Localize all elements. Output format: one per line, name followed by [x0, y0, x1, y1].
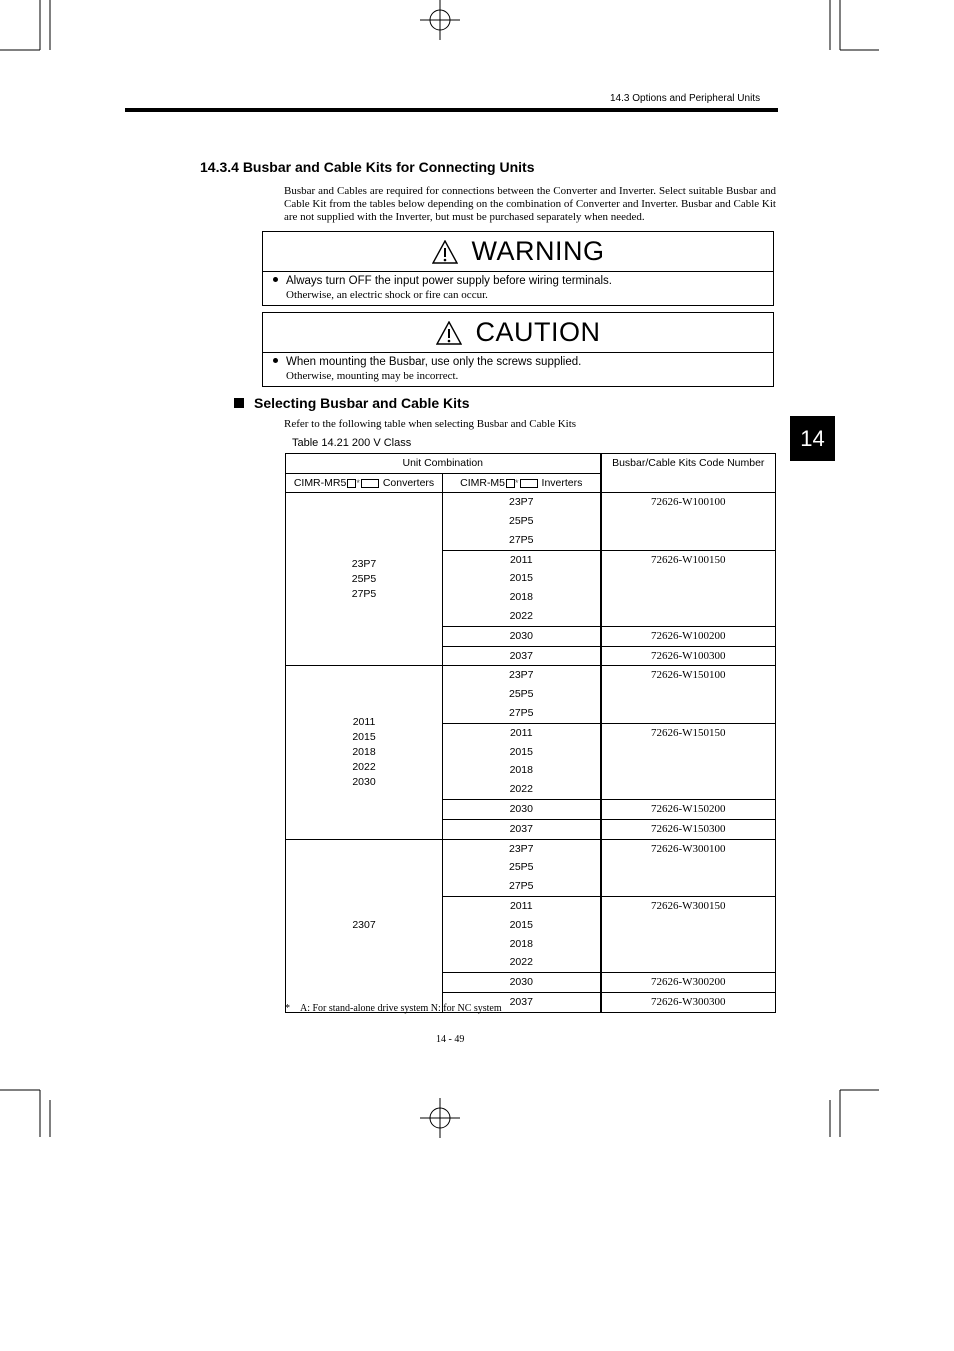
registration-mark-top: [420, 0, 460, 40]
header-inverters: CIMR-M5 * Inverters: [443, 474, 601, 493]
table-row: [286, 839, 776, 896]
inverter-cell: [443, 819, 601, 839]
converter-cell: 23P7 25P5 27P5: [286, 493, 443, 666]
inverter-model: 2022: [509, 610, 533, 622]
kit-code-cell: 72626-W150300: [601, 819, 776, 839]
caution-header: [263, 313, 773, 353]
bullet-icon: [273, 358, 278, 363]
caution-title: CAUTION: [475, 317, 601, 347]
inverter-cell: [443, 723, 601, 799]
kit-code-cell: 72626-W300100: [601, 839, 776, 896]
chapter-tab: 14: [790, 416, 835, 461]
placeholder-box-icon: [506, 479, 515, 488]
square-bullet-icon: [234, 398, 244, 408]
inverter-model: 2018: [509, 937, 533, 950]
inverter-model: 25P5: [508, 861, 534, 874]
kit-code-cell: 72626-W100200: [601, 626, 776, 646]
inverter-model: 23P7: [508, 669, 534, 682]
inverter-model: 2015: [509, 572, 533, 585]
inverter-model: 27P5: [508, 706, 534, 719]
inverter-model: 25P5: [508, 688, 534, 701]
inverter-cell: [443, 896, 601, 972]
inverter-cell: [443, 973, 601, 993]
busbar-kit-table: [285, 453, 776, 1013]
inverter-cell: [443, 839, 601, 896]
inverter-cell: [443, 646, 601, 666]
inverter-model: 25P5: [508, 515, 534, 528]
kit-code-cell: 72626-W150200: [601, 799, 776, 819]
crop-mark-bottom-left: [0, 1085, 60, 1145]
inverter-model: 2011: [509, 726, 533, 739]
crop-mark-top-left: [0, 0, 60, 60]
kit-code-cell: 72626-W300150: [601, 896, 776, 972]
inverter-model: 27P5: [508, 533, 534, 546]
running-header: 14.3 Options and Peripheral Units: [610, 93, 761, 104]
inverter-model: 2011: [509, 553, 533, 566]
inverter-cell: [443, 493, 601, 550]
crop-mark-bottom-right: [825, 1085, 885, 1145]
kit-code-cell: 72626-W100100: [601, 493, 776, 550]
inverter-model: 2018: [509, 591, 533, 604]
inverter-model: 2011: [509, 899, 533, 912]
page-number: 14 - 49: [436, 1034, 465, 1045]
inverter-model: 2030: [509, 802, 533, 815]
inverter-cell: [443, 550, 601, 626]
inverter-model: 27P5: [508, 880, 534, 893]
intro-paragraph: Busbar and Cables are required for connections between the Converter and Inverter. Select suitable Busbar and Cable Kit from the tables below depending on the combination of Converter and Inverter. Busbar and Cable Kit are not supplied with the Inverter, but must be purchased separately when needed.: [284, 185, 776, 223]
table-caption: Table 14.21 200 V Class: [292, 437, 412, 449]
inverter-model: 23P7: [508, 496, 534, 509]
section-title: 14.3.4 Busbar and Cable Kits for Connecting Units: [200, 159, 535, 175]
warning-triangle-icon: [432, 240, 458, 264]
footnote: * A: For stand-alone drive system N: for NC system: [285, 1003, 502, 1014]
warning-title: WARNING: [471, 236, 605, 266]
inverter-model: 2022: [509, 783, 533, 796]
bullet-icon: [273, 277, 278, 282]
header-converters: CIMR-MR5 * Converters: [286, 474, 443, 493]
warning-bullet: Always turn OFF the input power supply before wiring terminals.: [273, 274, 773, 288]
inverter-model: 2015: [509, 918, 533, 931]
inverter-cell: [443, 799, 601, 819]
caution-detail: Otherwise, mounting may be incorrect.: [286, 370, 459, 382]
warning-detail: Otherwise, an electric shock or fire can occur.: [286, 289, 488, 301]
inverter-model: 23P7: [508, 842, 534, 855]
inverter-model: 2037: [509, 995, 533, 1008]
inverter-model: 2037: [509, 649, 533, 662]
inverter-model: 2037: [509, 822, 533, 835]
kit-code-cell: 72626-W100150: [601, 550, 776, 626]
table-row: [286, 666, 776, 723]
kit-code-cell: 72626-W150150: [601, 723, 776, 799]
inverter-cell: [443, 666, 601, 723]
table-row: [286, 493, 776, 550]
inverter-model: 2030: [509, 976, 533, 989]
kit-code-cell: 72626-W300200: [601, 973, 776, 993]
converter-cell: 2307: [286, 839, 443, 1012]
inverter-model: 2030: [509, 629, 533, 642]
inverter-cell: [443, 626, 601, 646]
selecting-heading: Selecting Busbar and Cable Kits: [234, 395, 470, 411]
header-unit-combination: Unit Combination: [286, 454, 601, 474]
registration-mark-bottom: [420, 1098, 460, 1138]
crop-mark-top-right: [825, 0, 885, 60]
placeholder-box-icon: [361, 479, 379, 488]
refer-text: Refer to the following table when selecting Busbar and Cable Kits: [284, 418, 577, 430]
table-body: [286, 493, 776, 1013]
converter-cell: 2011 2015 2018 2022 2030: [286, 666, 443, 839]
inverter-model: 2018: [509, 764, 533, 777]
kit-code-cell: 72626-W150100: [601, 666, 776, 723]
inverter-model: 2015: [509, 745, 533, 758]
warning-box: [262, 231, 774, 306]
header-rule: [125, 108, 778, 112]
caution-bullet: When mounting the Busbar, use only the screws supplied.: [273, 355, 773, 369]
inverter-model: 2022: [509, 956, 533, 969]
kit-code-cell: 72626-W100300: [601, 646, 776, 666]
placeholder-box-icon: [347, 479, 356, 488]
caution-box: [262, 312, 774, 387]
kit-code-cell: 72626-W300300: [601, 992, 776, 1012]
caution-triangle-icon: [436, 321, 462, 345]
header-code-number: Busbar/Cable Kits Code Number: [601, 454, 776, 493]
warning-header: [263, 232, 773, 272]
placeholder-box-icon: [520, 479, 538, 488]
